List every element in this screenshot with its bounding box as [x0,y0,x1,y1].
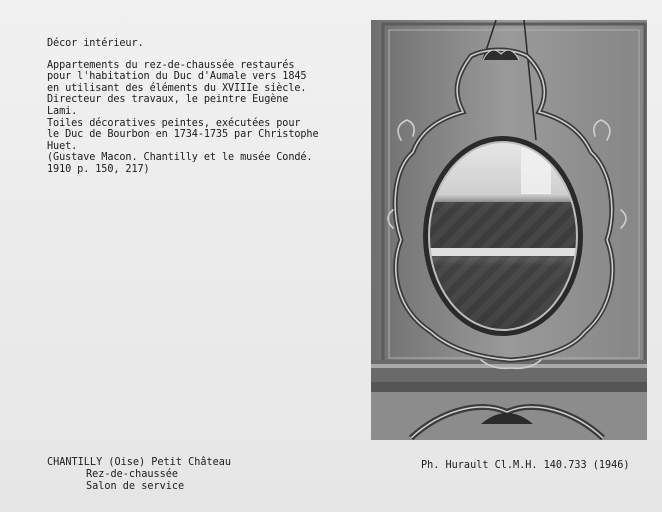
description-line: Lami. [47,105,78,117]
mirror-photo-illustration [371,20,647,440]
location-block [47,457,307,493]
description-line: 1910 p. 150, 217) [47,163,150,175]
mirror-photograph [371,20,647,440]
location-room: Salon de service [86,481,185,492]
description-line: (Gustave Macon. Chantilly et le musée Condé. [47,152,313,164]
description-line: pour l'habitation du Duc d'Aumale vers 1845 [47,71,307,83]
description-line: Directeur des travaux, le peintre Eugène [47,94,289,106]
photo-credit: Ph. Hurault Cl.M.H. 140.733 (1946) [421,460,630,471]
description-line: le Duc de Bourbon en 1734-1735 par Christophe [47,129,319,141]
description-line: Huet. [47,140,78,152]
location-floor: Rez-de-chaussée [86,469,179,480]
description-heading: Décor intérieur. [47,38,144,49]
description-line: Appartements du rez-de-chaussée restaurés [47,59,295,71]
description-block [47,38,357,176]
description-line: Toiles décoratives peintes, exécutées pour [47,117,301,129]
description-line: en utilisant des éléments du XVIIIe siècle. [47,82,307,94]
location-place: CHANTILLY (Oise) Petit Château [47,457,232,468]
